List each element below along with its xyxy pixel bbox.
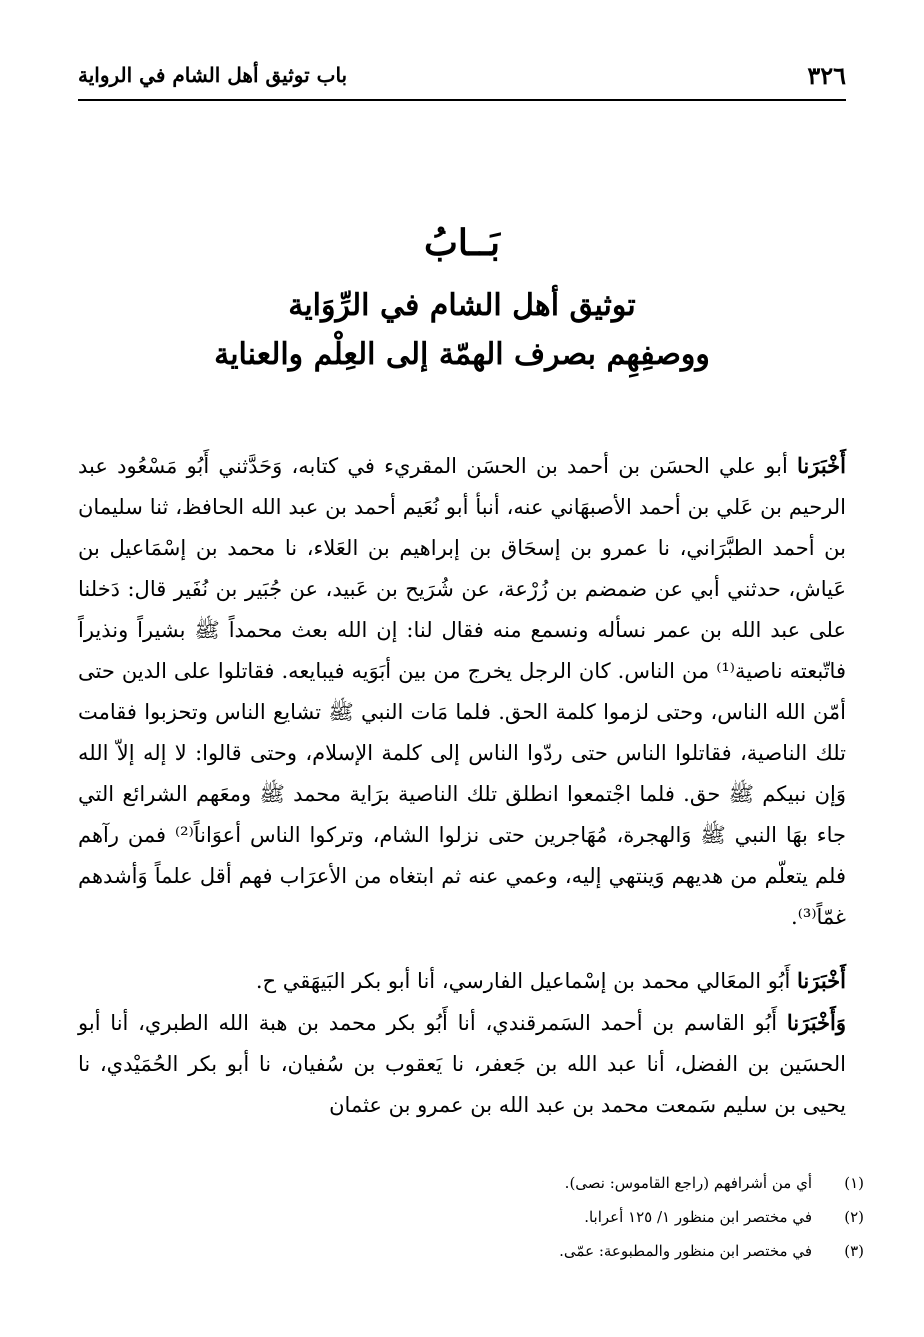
main-text	[78, 445, 846, 1126]
paragraph-text: أَبُو القاسم بن أحمد السَمرقندي، أنا أَبُو بكر محمد بن هبة الله الطبري، أنا أبو الحسَين بن الفضل، أنا عبد الله بن جَعفر، نا يَعقوب بن سُفيان، نا أبو بكر الحُمَيْدي، نا يحيى بن سليم سَمعت محمد بن عبد الله بن عمرو بن عثمان	[78, 1011, 846, 1117]
running-title: باب توثيق أهل الشام في الرواية	[78, 63, 348, 87]
paragraph-text: أَبُو المعَالي محمد بن إسْماعيل الفارسي، أنا أبو بكر البَيهَقي ح.	[255, 969, 798, 993]
footnotes	[78, 1166, 864, 1268]
footnote-text: في مختصر ابن منظور والمطبوعة: عمّى.	[559, 1242, 812, 1260]
paragraph-text: أبو علي الحسَن بن أحمد بن الحسَن المقريء في كتابه، وَحَدَّثني أَبُو مَسْعُود عبد الرحيم بن عَلي بن أحمد الأصبهَاني عنه، أنبأ أبو نُعَيم أحمد بن عبد الله الحافظ، ثنا سليمان بن أحمد الطبَّرَاني، نا عمرو بن إسحَاق بن إبراهيم بن العَلاء، نا محمد بن إسْمَاعيل بن عَياش، حدثني أبي عن ضمضم بن زُرْعة، عن شُرَيح بن عَبيد، عن جُبَير بن نُفَير قال: دَخلنا على عبد الله بن عمر نسأله ونسمع منه فقال لنا: إن الله بعث محمداً ﷺ بشيراً ونذيراً فاتّبعته ناصية⁽¹⁾ من الناس. كان الرجل يخرج من بين أبَوَيه فيبايعه. فقاتلوا على الدين حتى أمّن الله الناس، وحتى لزموا كلمة الحق. فلما مَات النبي ﷺ تشايع الناس وتحزبوا فقامت تلك الناصية، فقاتلوا الناس حتى ردّوا الناس إلى كلمة الإسلام، وحتى قالوا: لا إله إلاّ الله وَإن نبيكم ﷺ حق. فلما اجْتمعوا انطلق تلك الناصية برَاية محمد ﷺ ومعَهم الشرائع التي جاء بهَا النبي ﷺ وَالهجرة، مُهَاجرين حتى نزلوا الشام، وتركوا الناس أعوَاناً⁽²⁾ فمن رآهم فلم يتعلّم من هديهم وَينتهي إليه، وعمي عنه ثم ابتغاه من الأعرَاب فهم أقل علماً وَأشدهم غمّاً⁽³⁾.	[78, 454, 847, 929]
paragraph	[78, 445, 846, 938]
footnote-text: في مختصر ابن منظور ١/ ١٢٥ أعرابا.	[584, 1208, 812, 1226]
chapter-title-line1: توثيق أهل الشام في الرِّوَاية	[288, 288, 636, 323]
chapter-label: بَــابُ	[424, 222, 500, 264]
footnote-number: (١)	[844, 1174, 864, 1192]
page-number: ٣٢٦	[807, 60, 846, 90]
footnote-number: (٣)	[844, 1242, 864, 1260]
paragraph	[78, 960, 846, 1002]
footnote-text: أي من أشرافهم (راجع القاموس: نصى).	[564, 1174, 812, 1192]
footnote	[78, 1200, 864, 1234]
paragraph	[78, 1002, 846, 1126]
paragraph-lead: وَأَخْبَرَنا	[786, 1010, 846, 1035]
page-header	[78, 55, 846, 95]
footnote	[78, 1166, 864, 1200]
footnote	[78, 1234, 864, 1268]
footnote-number: (٢)	[844, 1208, 864, 1226]
header-divider	[78, 99, 846, 101]
paragraph-lead: أَخْبَرَنا	[797, 453, 846, 478]
paragraph-lead: أَخْبَرَنا	[797, 968, 846, 993]
chapter-title-line2: ووصفِهِم بصرف الهمّة إلى العِلْم والعناية	[214, 337, 710, 372]
